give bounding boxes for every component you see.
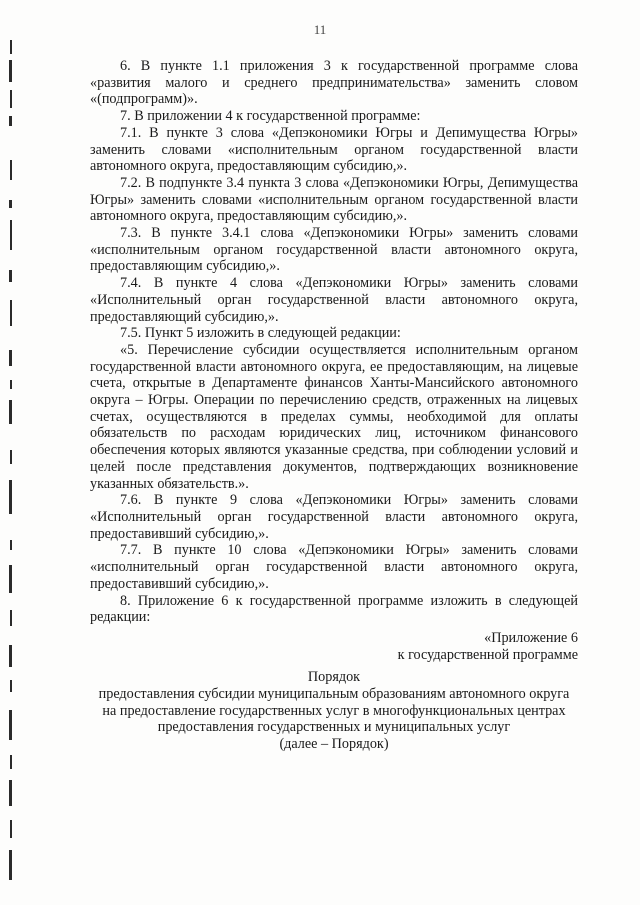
paragraph-7: 7. В приложении 4 к государственной программе:: [120, 108, 421, 125]
scan-binding-strip: [0, 20, 22, 900]
paragraph-7-5-text: «5. Перечисление субсидии осуществляется исполнительным органом государственной власти автономного округа, ее предоставляющим, на лицевые счета, открытые в Департаменте финансов Ханты-Мансийского автономного округа – Югры. Операции по перечислению средств, отраженных на лицевых счетах, осуществляются в пределах суммы, необходимой для оплаты обязательств по расходам юридических лиц, источником финансового обеспечения которых являются указанные средства, при соблюдении условий и целей после представления документов, подтверждающих возникновение указанных обязательств.».: [90, 341, 578, 492]
paragraph-7-7: 7.7. В пункте 10 слова «Депэкономики Югры» заменить словами «исполнительный орган государственной власти автономного округа, предоставивший субсидию,».: [90, 542, 578, 592]
paragraph-7-3: 7.3. В пункте 3.4.1 слова «Депэкономики Югры» заменить словами «исполнительным органом государственной власти автономного округа, предоставляющим субсидию,».: [90, 225, 578, 275]
procedure-abbreviation: (далее – Порядок): [279, 736, 389, 753]
page-number: 11: [313, 22, 327, 37]
paragraph-7-2: 7.2. В подпункте 3.4 пункта 3 слова «Депэкономики Югры, Депимущества Югры» заменить словами «исполнительным органом государственной власти автономного округа, предоставляющим субсидию,».: [90, 174, 578, 225]
paragraph-7-4: 7.4. В пункте 4 слова «Депэкономики Югры» заменить словами «Исполнительный орган государственной власти автономного округа, предоставляющий субсидию,».: [90, 275, 578, 325]
paragraph-7-5: 7.5. Пункт 5 изложить в следующей редакции:: [120, 325, 401, 342]
appendix-reference: к государственной программе: [397, 646, 578, 663]
paragraph-8: 8. Приложение 6 к государственной программе изложить в следующей редакции:: [90, 592, 578, 626]
paragraph-7-1: 7.1. В пункте 3 слова «Депэкономики Югры и Депимущества Югры» заменить словами «исполнительным органом государственной власти автономного округа, предоставляющим субсидию,».: [90, 124, 578, 175]
procedure-title: Порядок: [307, 669, 361, 686]
appendix-label: «Приложение 6: [484, 629, 578, 646]
paragraph-6: 6. В пункте 1.1 приложения 3 к государственной программе слова «развития малого и среднего предпринимательства» заменить словом «(подпрограмм)».: [90, 58, 578, 108]
paragraph-7-6: 7.6. В пункте 9 слова «Депэкономики Югры» заменить словами «Исполнительный орган государственной власти автономного округа, предоставивший субсидию,».: [90, 492, 578, 542]
procedure-subtitle: предоставления субсидии муниципальным образованиям автономного округа на предоставление государственных услуг в многофункциональных центрах предоставления государственных и муниципальных услуг: [98, 686, 570, 736]
document-body: [90, 58, 578, 753]
